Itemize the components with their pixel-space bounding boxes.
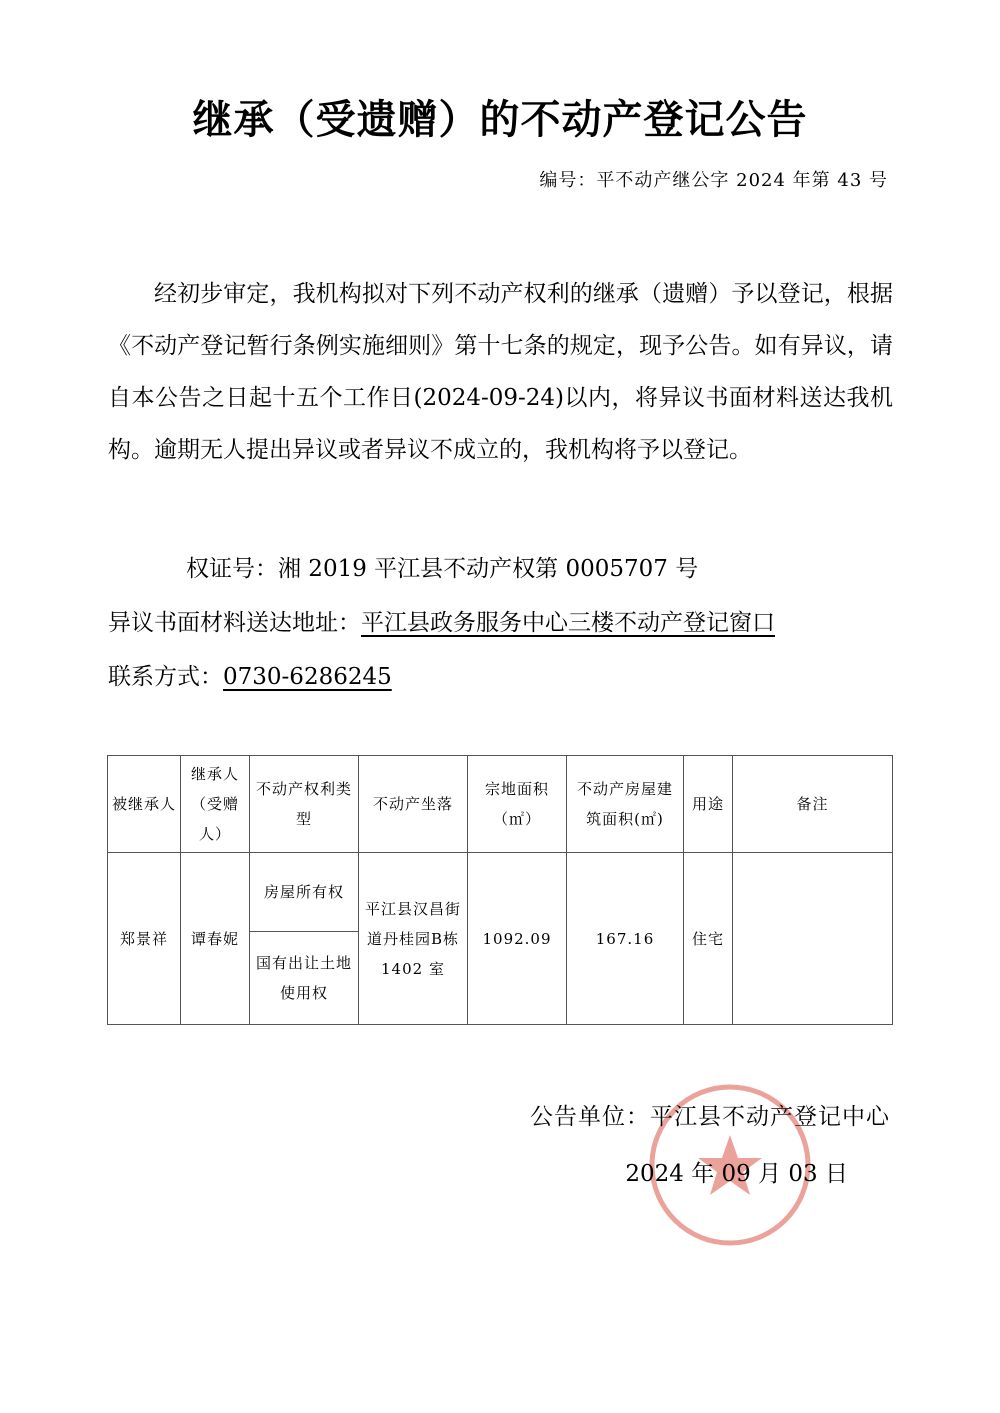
certificate-label: 权证号： bbox=[186, 556, 278, 582]
document-number: 编号：平不动产继公字 2024 年第 43 号 bbox=[539, 170, 888, 191]
cell-heir: 谭春妮 bbox=[181, 853, 250, 1025]
address-value: 平江县政务服务中心三楼不动产登记窗口 bbox=[361, 610, 775, 636]
contact-line bbox=[108, 658, 392, 691]
cell-building-area: 167.16 bbox=[567, 853, 684, 1025]
table-row bbox=[108, 853, 893, 932]
header-location: 不动产坐落 bbox=[359, 756, 468, 853]
property-table bbox=[107, 755, 893, 1025]
header-usage: 用途 bbox=[684, 756, 733, 853]
header-remark: 备注 bbox=[733, 756, 893, 853]
cell-decedent: 郑景祥 bbox=[108, 853, 181, 1025]
certificate-number: 湘 2019 平江县不动产权第 0005707 号 bbox=[278, 556, 699, 582]
notice-body bbox=[108, 268, 893, 476]
notice-paragraph: 经初步审定，我机构拟对下列不动产权利的继承（遗赠）予以登记，根据《不动产登记暂行条例实施细则》第十七条的规定，现予公告。如有异议，请自本公告之日起十五个工作日(2024-09-24)以内，将异议书面材料送达我机构。逾期无人提出异议或者异议不成立的，我机构将予以登记。 bbox=[108, 281, 893, 463]
contact-label: 联系方式： bbox=[108, 664, 223, 690]
address-line bbox=[108, 604, 775, 637]
cell-right-type-2: 国有出让土地使用权 bbox=[250, 932, 359, 1025]
notice-title: 继承（受遗赠）的不动产登记公告 bbox=[192, 97, 808, 143]
issuing-unit: 公告单位：平江县不动产登记中心 bbox=[530, 1104, 890, 1130]
header-heir: 继承人（受赠人） bbox=[181, 756, 250, 853]
header-land-area: 宗地面积（㎡） bbox=[468, 756, 567, 853]
cell-location: 平江县汉昌街道丹桂园B栋 1402 室 bbox=[359, 853, 468, 1025]
address-label: 异议书面材料送达地址： bbox=[108, 610, 361, 636]
table-header-row bbox=[108, 756, 893, 853]
issue-date: 2024 年 09 月 03 日 bbox=[625, 1161, 848, 1187]
cell-right-type-1: 房屋所有权 bbox=[250, 853, 359, 932]
certificate-line bbox=[186, 550, 698, 583]
header-decedent: 被继承人 bbox=[108, 756, 181, 853]
contact-phone: 0730-6286245 bbox=[223, 664, 392, 690]
cell-usage: 住宅 bbox=[684, 853, 733, 1025]
header-building-area: 不动产房屋建筑面积(㎡) bbox=[567, 756, 684, 853]
header-right-type: 不动产权利类 型 bbox=[250, 756, 359, 853]
cell-remark bbox=[733, 853, 893, 1025]
cell-land-area: 1092.09 bbox=[468, 853, 567, 1025]
